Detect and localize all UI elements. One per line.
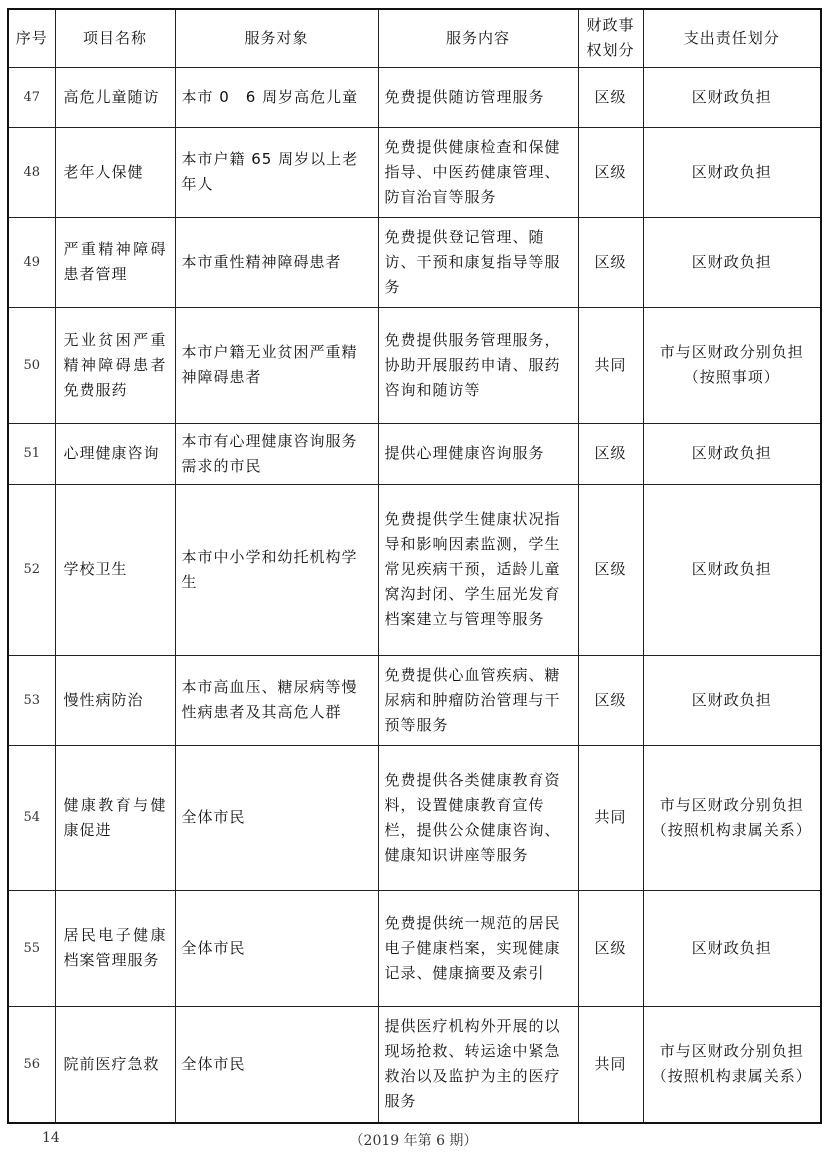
header-name: 项目名称	[55, 9, 175, 67]
cell-content: 提供医疗机构外开展的以现场抢救、转运途中紧急救治以及监护为主的医疗服务	[378, 1006, 578, 1123]
table-row	[8, 67, 821, 127]
cell-content: 免费提供学生健康状况指导和影响因素监测，学生常见疾病干预，适龄儿童窝沟封闭、学生屈光发育档案建立与管理等服务	[378, 484, 578, 655]
cell-authority: 区级	[578, 217, 643, 307]
cell-no: 48	[8, 127, 55, 217]
cell-name: 老年人保健	[55, 127, 175, 217]
cell-authority: 区级	[578, 127, 643, 217]
cell-expense: 区财政负担	[643, 655, 821, 745]
cell-target: 全体市民	[175, 890, 378, 1006]
cell-authority: 共同	[578, 1006, 643, 1123]
cell-no: 49	[8, 217, 55, 307]
cell-name: 无业贫困严重精神障碍患者免费服药	[55, 307, 175, 423]
cell-authority: 区级	[578, 890, 643, 1006]
cell-target: 本市有心理健康咨询服务需求的市民	[175, 423, 378, 484]
cell-content: 免费提供心血管疾病、糖尿病和肿瘤防治管理与干预等服务	[378, 655, 578, 745]
cell-name: 学校卫生	[55, 484, 175, 655]
cell-content: 提供心理健康咨询服务	[378, 423, 578, 484]
cell-content: 免费提供登记管理、随访、干预和康复指导等服务	[378, 217, 578, 307]
cell-target: 本市户籍无业贫困严重精神障碍患者	[175, 307, 378, 423]
cell-no: 53	[8, 655, 55, 745]
header-row	[8, 9, 821, 67]
cell-expense: 市与区财政分别负担（按照事项）	[643, 307, 821, 423]
cell-expense: 区财政负担	[643, 890, 821, 1006]
table-row	[8, 127, 821, 217]
issue-label: （2019 年第 6 期）	[349, 1133, 478, 1149]
cell-name: 严重精神障碍患者管理	[55, 217, 175, 307]
cell-target: 本市中小学和幼托机构学生	[175, 484, 378, 655]
cell-authority: 区级	[578, 484, 643, 655]
table-row	[8, 307, 821, 423]
table-row	[8, 484, 821, 655]
cell-expense: 区财政负担	[643, 484, 821, 655]
cell-no: 51	[8, 423, 55, 484]
table-row	[8, 655, 821, 745]
cell-authority: 共同	[578, 745, 643, 890]
cell-name: 健康教育与健康促进	[55, 745, 175, 890]
cell-content: 免费提供统一规范的居民电子健康档案，实现健康记录、健康摘要及索引	[378, 890, 578, 1006]
cell-target: 全体市民	[175, 745, 378, 890]
table-row	[8, 217, 821, 307]
cell-name: 慢性病防治	[55, 655, 175, 745]
page-number: 14	[42, 1130, 60, 1146]
cell-no: 56	[8, 1006, 55, 1123]
cell-expense: 区财政负担	[643, 67, 821, 127]
cell-content: 免费提供各类健康教育资料，设置健康教育宣传栏，提供公众健康咨询、健康知识讲座等服务	[378, 745, 578, 890]
cell-expense: 区财政负担	[643, 127, 821, 217]
cell-expense: 区财政负担	[643, 423, 821, 484]
cell-target: 本市高血压、糖尿病等慢性病患者及其高危人群	[175, 655, 378, 745]
header-target: 服务对象	[175, 9, 378, 67]
header-no: 序号	[8, 9, 55, 67]
cell-expense: 区财政负担	[643, 217, 821, 307]
table-row	[8, 745, 821, 890]
table-row	[8, 890, 821, 1006]
cell-expense: 市与区财政分别负担（按照机构隶属关系）	[643, 1006, 821, 1123]
table-row	[8, 423, 821, 484]
cell-no: 52	[8, 484, 55, 655]
cell-content: 免费提供服务管理服务，协助开展服药申请、服药咨询和随访等	[378, 307, 578, 423]
cell-target: 本市 0 6 周岁高危儿童	[175, 67, 378, 127]
cell-content: 免费提供随访管理服务	[378, 67, 578, 127]
cell-no: 54	[8, 745, 55, 890]
cell-authority: 区级	[578, 67, 643, 127]
cell-name: 高危儿童随访	[55, 67, 175, 127]
header-expense: 支出责任划分	[643, 9, 821, 67]
cell-target: 全体市民	[175, 1006, 378, 1123]
cell-name: 居民电子健康档案管理服务	[55, 890, 175, 1006]
header-authority: 财政事权划分	[578, 9, 643, 67]
header-content: 服务内容	[378, 9, 578, 67]
cell-authority: 共同	[578, 307, 643, 423]
cell-expense: 市与区财政分别负担（按照机构隶属关系）	[643, 745, 821, 890]
cell-authority: 区级	[578, 655, 643, 745]
cell-no: 50	[8, 307, 55, 423]
cell-authority: 区级	[578, 423, 643, 484]
cell-no: 55	[8, 890, 55, 1006]
cell-target: 本市重性精神障碍患者	[175, 217, 378, 307]
cell-no: 47	[8, 67, 55, 127]
cell-content: 免费提供健康检查和保健指导、中医药健康管理、防盲治盲等服务	[378, 127, 578, 217]
cell-target: 本市户籍 65 周岁以上老年人	[175, 127, 378, 217]
table-row	[8, 1006, 821, 1123]
cell-name: 院前医疗急救	[55, 1006, 175, 1123]
service-table	[7, 8, 822, 1124]
cell-name: 心理健康咨询	[55, 423, 175, 484]
